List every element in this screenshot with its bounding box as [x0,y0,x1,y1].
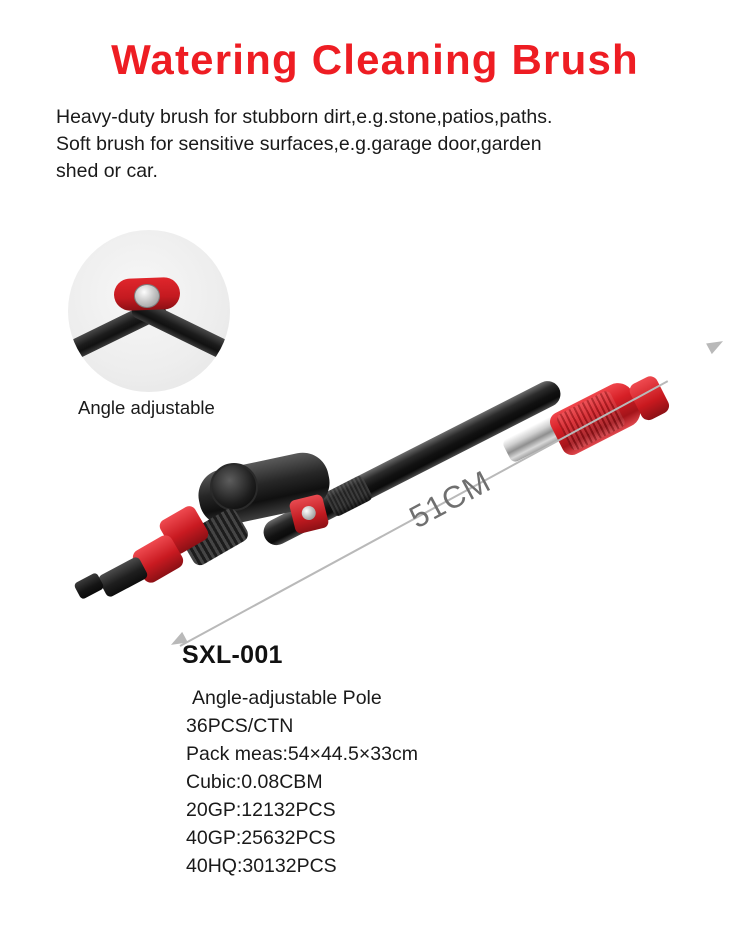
spec-item-40gp: 40GP:25632PCS [186,827,336,849]
description-line-3: shed or car. [56,160,158,182]
dimension-label: 51CM [403,463,497,536]
dimension-arrow-right-icon [706,336,726,354]
description-line-2: Soft brush for sensitive surfaces,e.g.garage door,garden [56,133,542,155]
hose-connector [97,556,149,599]
page-title: Watering Cleaning Brush [111,36,639,83]
spec-item-carton-quantity: 36PCS/CTN [186,715,294,737]
pole-assembly [60,225,680,645]
model-number: SXL-001 [182,641,283,669]
spec-item-pack-measurement: Pack meas:54×44.5×33cm [186,743,418,765]
spec-item-20gp: 20GP:12132PCS [186,799,336,821]
product-illustration [0,215,750,665]
spec-item-cubic: Cubic:0.08CBM [186,771,323,793]
specification-list [186,684,418,880]
product-description [56,104,696,185]
spec-item-40hq: 40HQ:30132PCS [186,855,337,877]
angle-adjustable-label: Angle adjustable [78,397,215,418]
description-line-1: Heavy-duty brush for stubborn dirt,e.g.stone,patios,paths. [56,106,553,128]
joint-pivot-knob [210,463,258,511]
spec-item-product-name: Angle-adjustable Pole [192,687,382,709]
